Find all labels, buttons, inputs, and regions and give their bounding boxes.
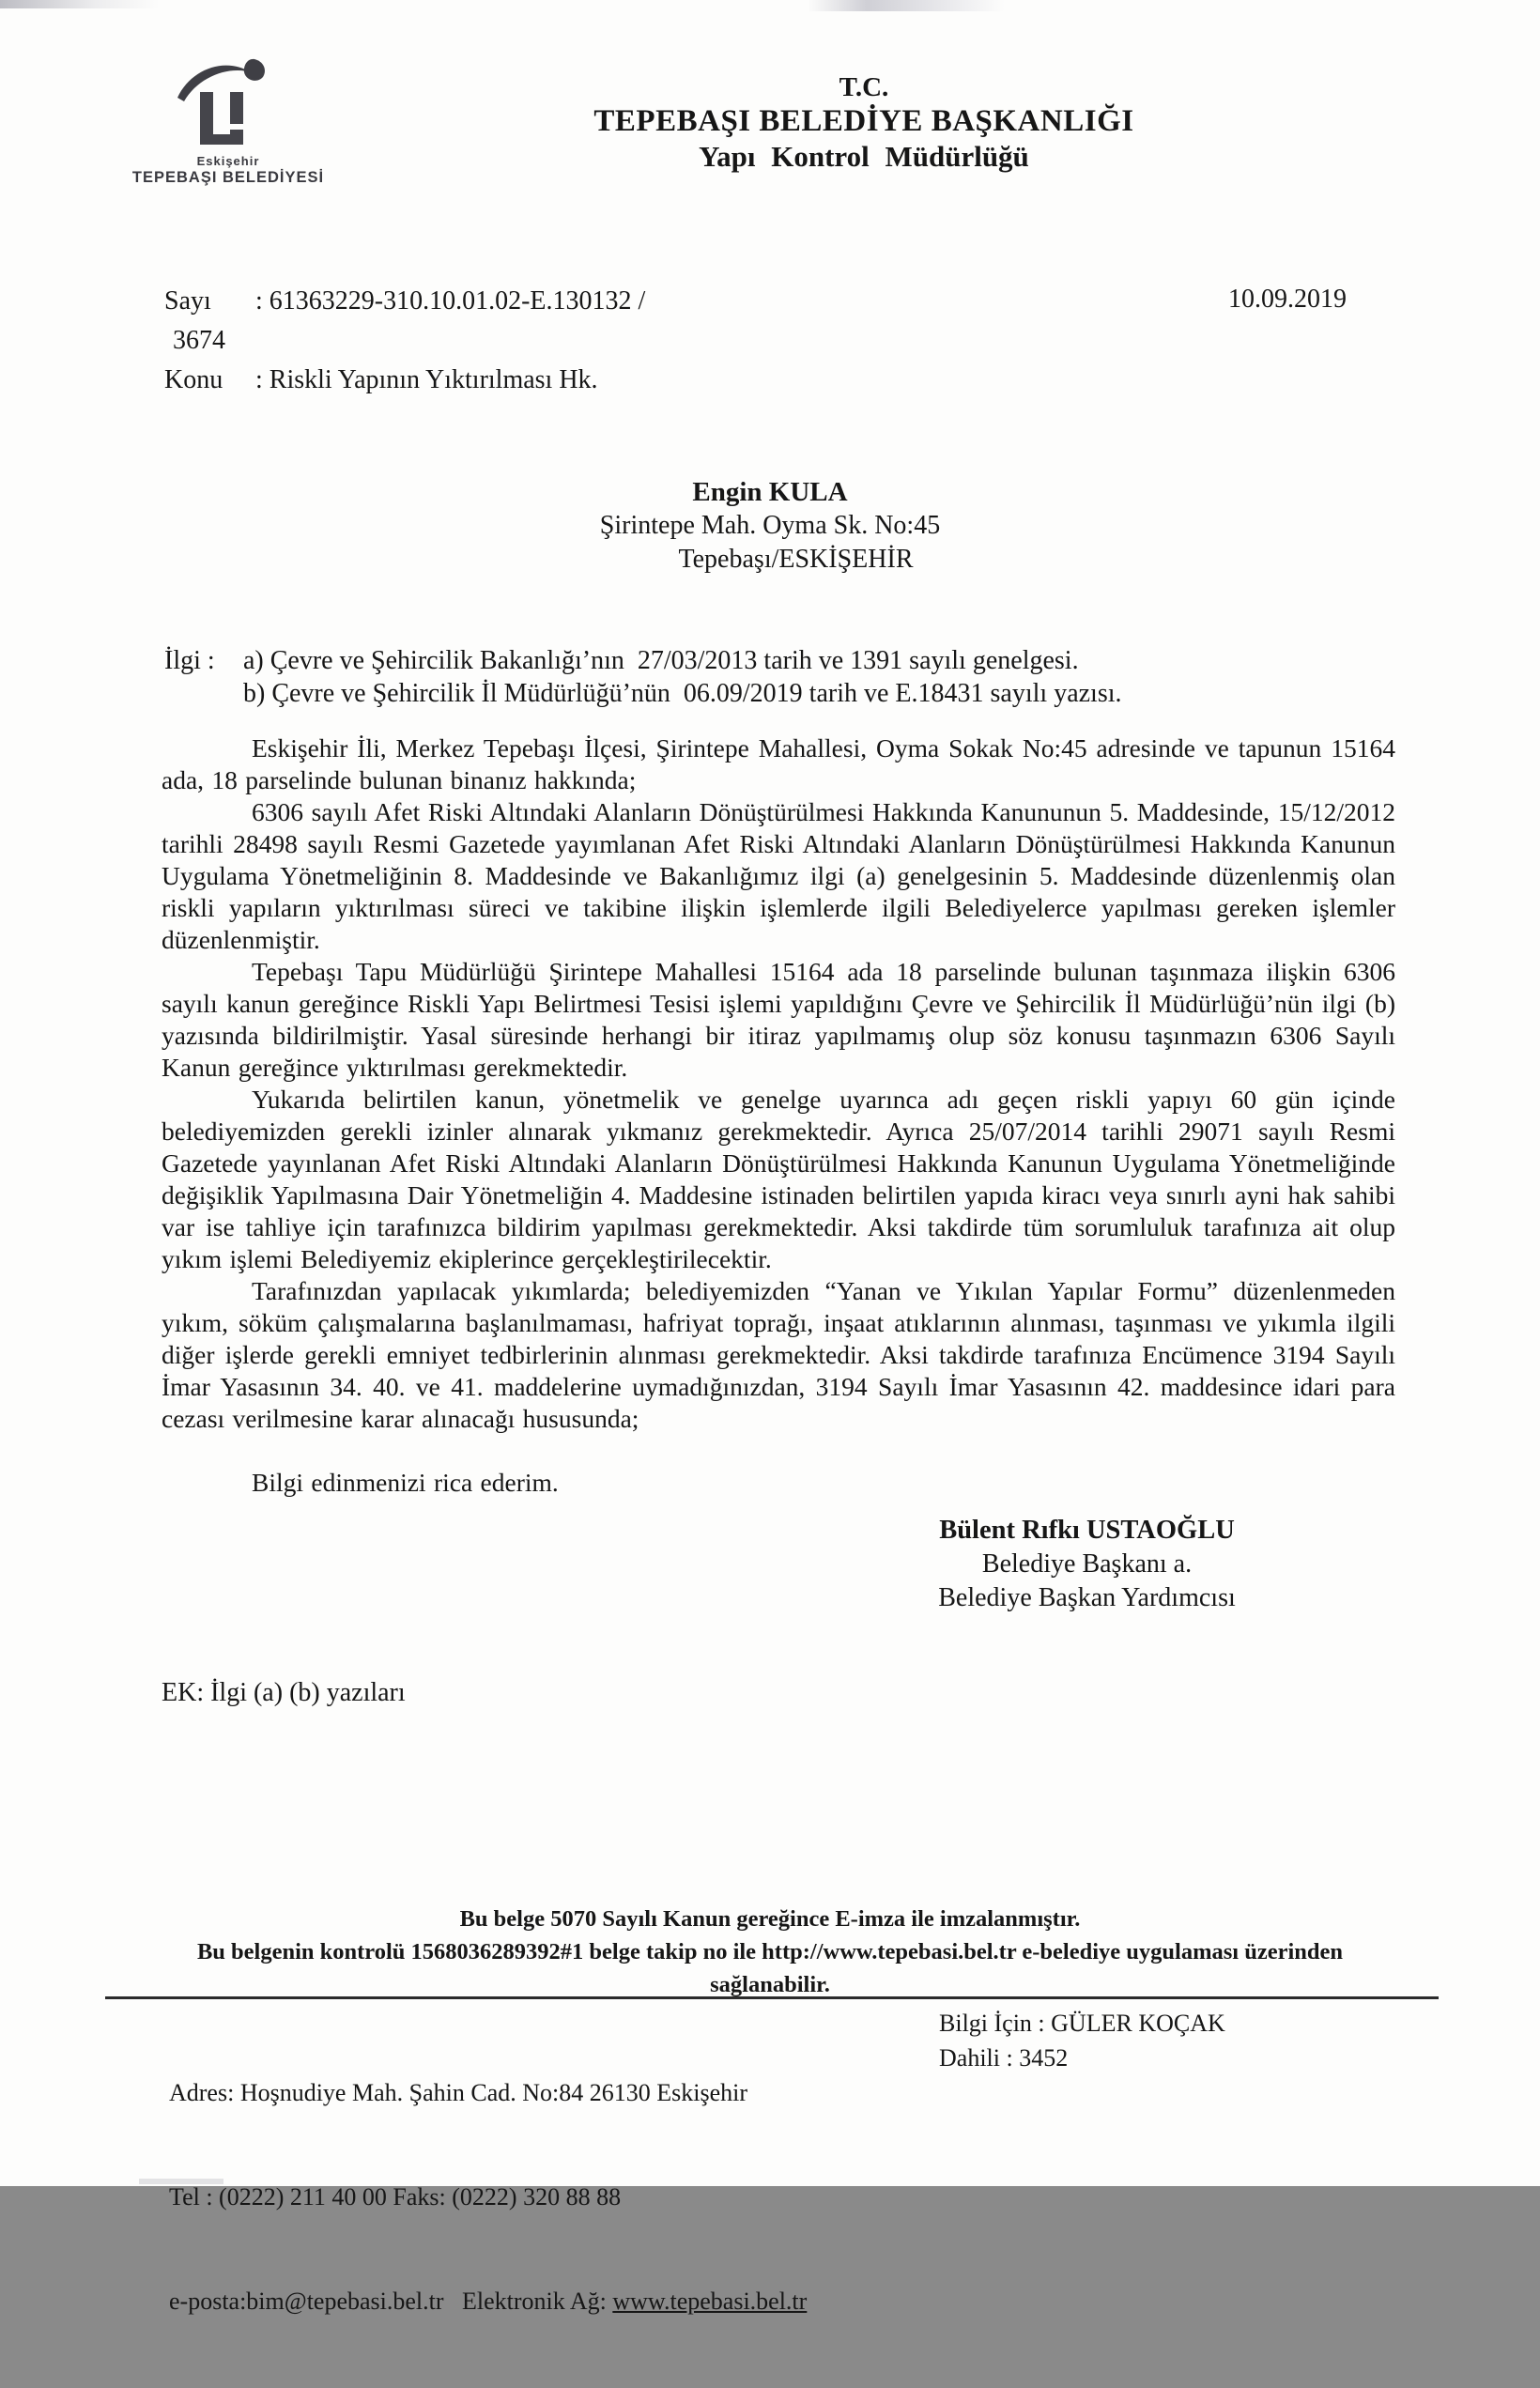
scan-artifact-top-left [0, 0, 160, 8]
paragraph-1: Eskişehir İli, Merkez Tepebaşı İlçesi, Şirintepe Mahallesi, Oyma Sokak No:45 adresinde ve tapunun 15164 ada, 18 parselinde bulunan binanız hakkında; [162, 733, 1395, 794]
recipient-name: Engin KULA [692, 477, 848, 507]
document-date: 10.09.2019 [1228, 285, 1347, 314]
signature-block [920, 1514, 1254, 1615]
sayi-value-continuation: 3674 [173, 326, 225, 355]
scan-artifact-top-middle [808, 0, 1005, 11]
paragraph-5: Tarafınızdan yapılacak yıkımlarda; belediyemizden “Yanan ve Yıkılan Yapılar Formu” düzenlenmeden yıkım, söküm çalışmalarına başlanılmaması, hafriyat toprağı, inşaat atıklarının alınması, taşınması ve yıkımla ilgili diğer işlerde gerekli emniyet tedbirlerinin alınması gerekmektedir. Aksi takdirde tarafınıza Encümence 3194 Sayılı İmar Yasasının 34. 40. ve 41. maddelerine uymadığınızdan, 3194 Sayılı İmar Yasasının 42. maddesince idari para cezası verilmesine karar alınacağı hususunda; [162, 1276, 1395, 1433]
paragraph-3: Tepebaşı Tapu Müdürlüğü Şirintepe Mahallesi 15164 ada 18 parselinde bulunan taşınmaza ilişkin 6306 sayılı kanun gereğince Riskli Yapı Belirtmesi Tesisi işlemi yapıldığını Çevre ve Şehircilik İl Müdürlüğü’nün ilgi (b) yazısında bildirilmiştir. Yasal süresinde herhangi bir itiraz yapılmamış olup söz konusu taşınmazın 6306 Sayılı Kanun gereğince yıktırılması gerekmektedir. [162, 957, 1395, 1082]
footer-contact-right [939, 2006, 1225, 2075]
recipient-address-2: Tepebaşı/ESKİŞEHİR [678, 545, 914, 574]
konu-value: : Riskli Yapının Yıktırılması Hk. [255, 365, 598, 394]
letterhead-organization: TEPEBAŞI BELEDİYE BAŞKANLIĞI [593, 104, 1134, 138]
reference-item-b: b) Çevre ve Şehircilik İl Müdürlüğü’nün 06.09/2019 tarih ve E.18431 sayılı yazısı. [243, 679, 1122, 708]
sayi-row [164, 282, 645, 321]
footer-email: e-posta:bim@tepebasi.bel.tr Elektronik Ağ: [169, 2288, 613, 2315]
footer-website-link: www.tepebasi.bel.tr [612, 2288, 808, 2315]
footer-email-line [169, 2284, 807, 2319]
closing-line: Bilgi edinmenizi rica ederim. [252, 1468, 559, 1497]
footer-divider [105, 1996, 1439, 1999]
sayi-label: Sayı [164, 286, 211, 316]
logo-caption-city: Eskişehir [196, 154, 260, 168]
notice-line-2: Bu belgenin kontrolü 1568036289392#1 belge takip no ile http://www.tepebasi.bel.tr e-belediye uygulaması üzerinden [196, 1939, 1344, 1964]
esignature-notice [0, 1903, 1540, 2001]
references-items [243, 644, 1122, 710]
footer-phone: Tel : (0222) 211 40 00 Faks: (0222) 320 88 88 [169, 2183, 622, 2211]
letterhead-tc: T.C. [839, 72, 889, 102]
attachments-line: EK: İlgi (a) (b) yazıları [162, 1678, 406, 1707]
document-meta [164, 282, 645, 400]
footer-extension: Dahili : 3452 [939, 2044, 1069, 2072]
logo-caption-municipality: TEPEBAŞI BELEDİYESİ [131, 169, 325, 186]
paragraph-2: 6306 sayılı Afet Riski Altındaki Alanların Dönüştürülmesi Hakkında Kanununun 5. Maddesinde, 15/12/2012 tarihli 28498 sayılı Resmi Gazetede yayımlanan Afet Riski Altındaki Alanların Dönüştürülmesi Hakkında Kanunun Uygulama Yönetmeliğinin 8. Maddesinde ve Bakanlığımız ilgi (a) genelgesinin 5. Maddesinde düzenlenmiş olan riskli yapıların yıktırılması süreci ve takibine ilişkin işlemlerde ilgili Belediyelerce yapılması gereken işlemler düzenlenmiştir. [162, 797, 1395, 954]
notice-line-3: sağlanabilir. [710, 1972, 830, 1997]
signer-name: Bülent Rıfkı USTAOĞLU [939, 1516, 1235, 1545]
letterhead [188, 71, 1540, 174]
signer-title-1: Belediye Başkanı a. [981, 1549, 1193, 1579]
recipient-address-1: Şirintepe Mah. Oyma Sk. No:45 [599, 511, 941, 540]
konu-row [164, 361, 645, 400]
reference-item-a: a) Çevre ve Şehircilik Bakanlığı’nın 27/03/2013 tarih ve 1391 sayılı genelgesi. [243, 646, 1079, 675]
recipient-block [0, 475, 1540, 577]
footer-contact-person: Bilgi İçin : GÜLER KOÇAK [939, 2010, 1225, 2037]
references-label: İlgi : [164, 646, 215, 675]
letter-body [162, 732, 1395, 1499]
sayi-value: : 61363229-310.10.01.02-E.130132 / [255, 286, 646, 316]
paragraph-4: Yukarıda belirtilen kanun, yönetmelik ve genelge uyarınca adı geçen riskli yapıyı 60 gün içinde belediyemizden gerekli izinler alınarak yıkmanız gerekmektedir. Ayrıca 25/07/2014 tarihli 29071 sayılı Resmi Gazetede yayınlanan Afet Riski Altındaki Alanların Dönüştürülmesi Hakkında Kanunun Uygulama Yönetmeliğinde değişiklik Yapılmasına Dair Yönetmeliğin 4. Maddesine istinaden belirtilen yapıda kiracı veya sınırlı ayni hak sahibi var ise tahliye için tarafınızca bildirim yapılması gerekmektedir. Aksi takdirde tüm sorumluluk tarafınıza ait olup yıkım işlemi Belediyemiz ekiplerince gerçekleştirilecektir. [162, 1085, 1395, 1273]
references-block [164, 644, 1122, 710]
footer-contact-left [169, 2006, 807, 2388]
signer-title-2: Belediye Başkan Yardımcısı [938, 1583, 1236, 1612]
konu-label: Konu [164, 365, 223, 394]
notice-line-1: Bu belge 5070 Sayılı Kanun gereğince E-imza ile imzalanmıştır. [459, 1906, 1081, 1932]
footer-address: Adres: Hoşnudiye Mah. Şahin Cad. No:84 26130 Eskişehir [169, 2079, 748, 2106]
letterhead-department: Yapı Kontrol Müdürlüğü [699, 140, 1029, 173]
